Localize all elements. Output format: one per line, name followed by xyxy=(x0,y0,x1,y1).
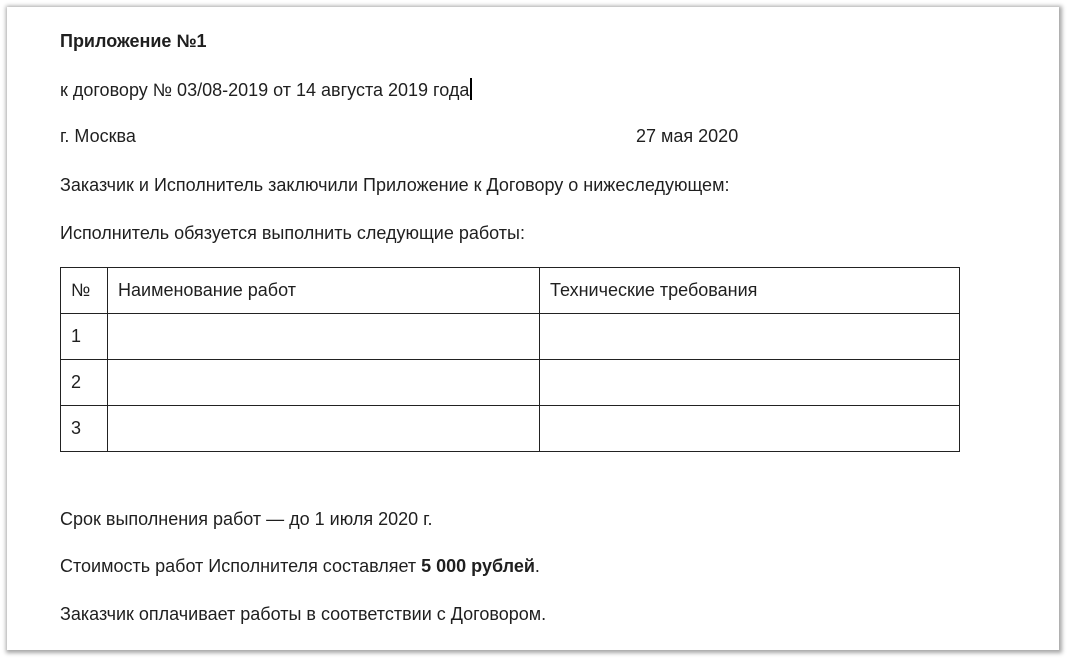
row-requirements-cell[interactable] xyxy=(540,406,960,452)
table-row xyxy=(61,360,960,406)
text-cursor xyxy=(470,78,472,100)
row-number: 3 xyxy=(61,406,108,452)
header-cell-number: № xyxy=(61,268,108,314)
payment-statement: Заказчик оплачивает работы в соответствии с Договором. xyxy=(60,604,547,624)
document-date: 27 мая 2020 xyxy=(636,126,739,146)
row-requirements-cell[interactable] xyxy=(540,360,960,406)
contract-reference[interactable] xyxy=(60,78,472,101)
row-number: 1 xyxy=(61,314,108,360)
city: г. Москва xyxy=(60,126,136,146)
row-name-cell[interactable] xyxy=(108,314,540,360)
document-page xyxy=(7,7,1059,650)
table-header-row xyxy=(61,268,960,314)
agreement-statement: Заказчик и Исполнитель заключили Приложение к Договору о нижеследующем: xyxy=(60,175,730,195)
header-cell-requirements: Технические требования xyxy=(540,268,960,314)
cost-prefix: Стоимость работ Исполнителя составляет xyxy=(60,556,422,576)
cost-statement xyxy=(60,556,540,577)
works-table xyxy=(60,267,960,452)
document-title: Приложение №1 xyxy=(60,31,207,51)
cost-amount: 5 000 рублей xyxy=(421,556,535,576)
obligation-statement: Исполнитель обязуется выполнить следующие работы: xyxy=(60,223,525,243)
row-name-cell[interactable] xyxy=(108,360,540,406)
header-cell-name: Наименование работ xyxy=(108,268,540,314)
row-requirements-cell[interactable] xyxy=(540,314,960,360)
table-row xyxy=(61,314,960,360)
row-number: 2 xyxy=(61,360,108,406)
cost-suffix: . xyxy=(534,556,540,576)
deadline-statement: Срок выполнения работ — до 1 июля 2020 г. xyxy=(60,509,433,529)
table-row xyxy=(61,406,960,452)
row-name-cell[interactable] xyxy=(108,406,540,452)
contract-reference-text: к договору № 03/08-2019 от 14 августа 2019 года xyxy=(60,80,470,100)
